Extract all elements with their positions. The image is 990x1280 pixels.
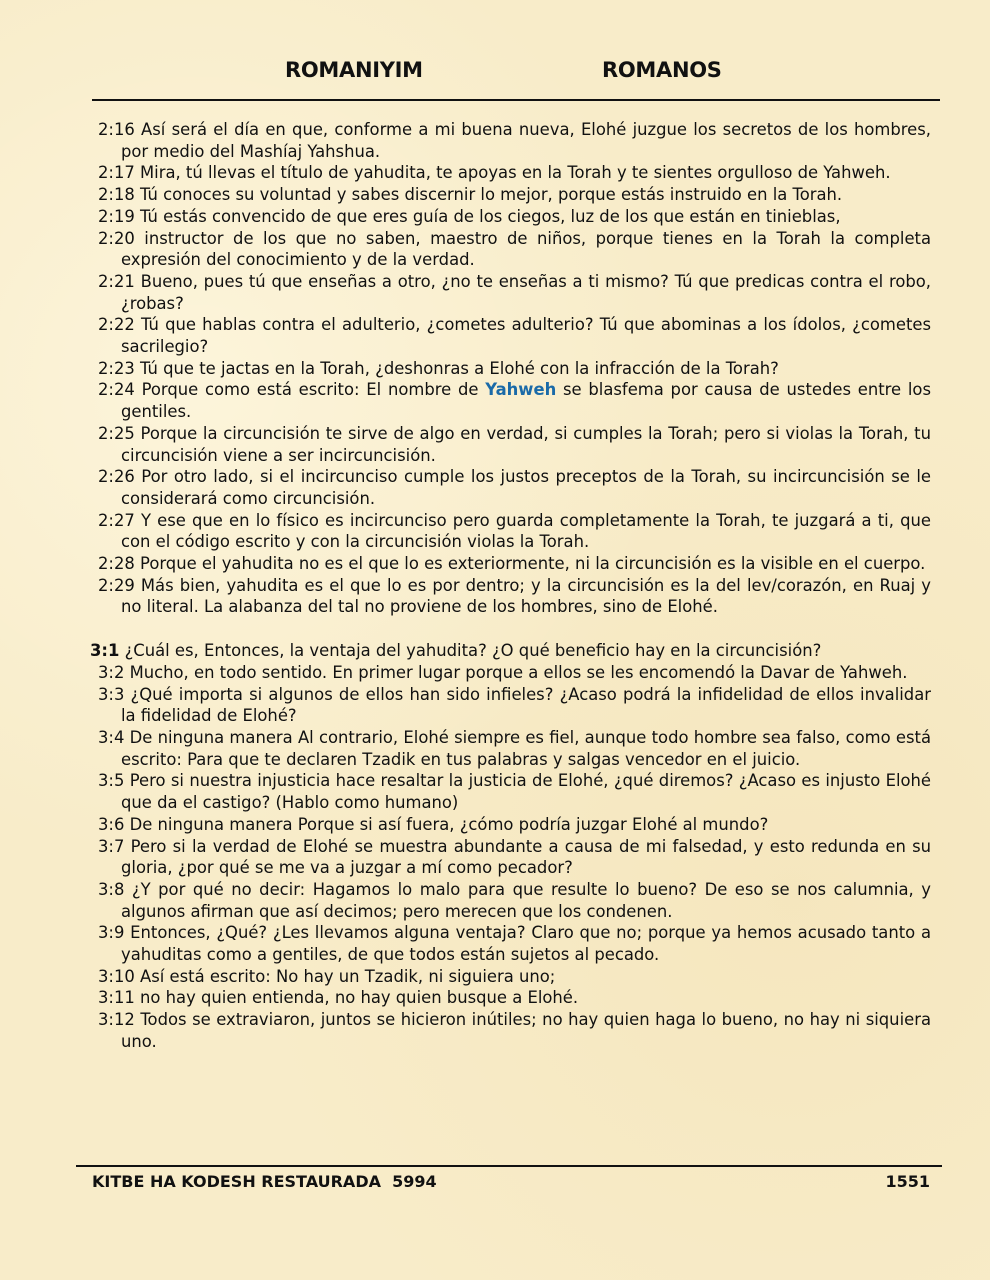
verse-2-22 <box>98 314 931 357</box>
verse-3-2 <box>98 662 931 684</box>
verse-text: instructor de los que no saben, maestro de niños, porque tienes en la Torah la completa expresión del conocimiento y de la verdad. <box>121 228 931 270</box>
verse-number: 3:4 <box>98 727 125 747</box>
verse-text: Porque la circuncisión te sirve de algo en verdad, si cumples la Torah; pero si violas la Torah, tu circuncisión viene a ser incircuncisión. <box>121 423 931 465</box>
verse-number: 2:20 <box>98 228 135 248</box>
verse-text: no hay quien entienda, no hay quien busque a Elohé. <box>134 988 579 1008</box>
verse-3-7 <box>98 836 931 879</box>
verse-text: Tú estás convencido de que eres guía de los ciegos, luz de los que están en tinieblas, <box>134 206 841 226</box>
verse-number: 2:22 <box>98 315 135 335</box>
header-title-spanish: ROMANOS <box>602 58 722 82</box>
verse-number: 3:3 <box>98 684 125 704</box>
verse-2-25 <box>98 423 931 466</box>
verse-3-1 <box>90 640 931 662</box>
verse-number: 2:16 <box>98 120 135 139</box>
verse-text: Por otro lado, si el incircunciso cumple los justos preceptos de la Torah, su incircuncisión se le considerará como circuncisión. <box>121 467 931 508</box>
verse-number: 3:12 <box>98 1010 135 1030</box>
verse-number: 2:26 <box>98 467 135 487</box>
verse-3-12 <box>98 1009 931 1052</box>
verse-2-21 <box>98 271 931 314</box>
verse-number: 3:5 <box>98 771 125 791</box>
verse-number: 3:7 <box>98 836 125 856</box>
verse-2-16 <box>98 119 931 162</box>
verse-text: ¿Cuál es, Entonces, la ventaja del yahudita? ¿O qué beneficio hay en la circuncisión? <box>119 641 822 661</box>
header-title-hebrew: ROMANIYIM <box>285 58 423 82</box>
verse-number: 2:23 <box>98 358 135 378</box>
verse-3-6 <box>98 814 931 836</box>
verse-number: 2:24 <box>98 380 135 400</box>
verse-number: 2:29 <box>98 575 135 595</box>
verse-text: ¿Qué importa si algunos de ellos han sido infieles? ¿Acaso podrá la infidelidad de ellos invalidar la fidelidad de Elohé? <box>121 684 931 726</box>
verse-number: 3:6 <box>98 814 125 834</box>
verse-3-4 <box>98 727 931 770</box>
page-footer <box>92 1172 930 1194</box>
verse-number: 2:19 <box>98 206 135 226</box>
verse-3-11 <box>98 987 931 1009</box>
verse-2-28 <box>98 553 931 575</box>
verse-number: 3:10 <box>98 966 135 986</box>
verse-number: 2:27 <box>98 510 135 530</box>
verse-text-pre: Porque como está escrito: El nombre de <box>134 380 486 400</box>
verse-text: Mucho, en todo sentido. En primer lugar porque a ellos se les encomendó la Davar de Yahweh. <box>124 662 908 682</box>
chapter-verse-number: 3:1 <box>90 641 120 661</box>
header-rule <box>92 99 940 101</box>
verse-2-29 <box>98 575 931 618</box>
verse-number: 2:21 <box>98 271 135 291</box>
verse-text: Todos se extraviaron, juntos se hicieron inútiles; no hay quien haga lo bueno, no hay ni siquiera uno. <box>121 1010 931 1051</box>
verse-number: 2:28 <box>98 554 135 574</box>
verse-2-18 <box>98 184 931 206</box>
verse-number: 2:25 <box>98 423 135 443</box>
verse-text: Así será el día en que, conforme a mi buena nueva, Elohé juzgue los secretos de los hombres, por medio del Mashíaj Yahshua. <box>121 120 931 161</box>
page-number: 1551 <box>885 1172 930 1191</box>
verse-number: 3:11 <box>98 988 135 1008</box>
verse-2-17 <box>98 162 931 184</box>
verse-text: Pero si nuestra injusticia hace resaltar la justicia de Elohé, ¿qué diremos? ¿Acaso es injusto Elohé que da el castigo? (Hablo como humano) <box>121 771 931 813</box>
verse-text: Más bien, yahudita es el que lo es por dentro; y la circuncisión es la del lev/corazón, en Ruaj y no literal. La alabanza del tal no proviene de los hombres, sino de Elohé. <box>121 575 931 617</box>
verse-3-10 <box>98 966 931 988</box>
verse-text: Así está escrito: No hay un Tzadik, ni siguiera uno; <box>134 966 556 986</box>
verse-2-26 <box>98 466 931 509</box>
verse-text: Porque el yahudita no es el que lo es exteriormente, ni la circuncisión es la visible en el cuerpo. <box>134 554 926 574</box>
verse-3-3 <box>98 684 931 727</box>
verse-text: Tú que te jactas en la Torah, ¿deshonras a Elohé con la infracción de la Torah? <box>134 358 779 378</box>
verse-2-27 <box>98 510 931 553</box>
verse-number: 2:17 <box>98 163 135 183</box>
verse-text: Mira, tú llevas el título de yahudita, te apoyas en la Torah y te sientes orgulloso de Yahweh. <box>134 163 891 183</box>
chapter-gap <box>98 618 931 640</box>
verse-text: Tú conoces su voluntad y sabes discernir lo mejor, porque estás instruido en la Torah. <box>134 185 843 205</box>
divine-name-highlight: Yahweh <box>485 380 557 400</box>
verse-text: ¿Y por qué no decir: Hagamos lo malo para que resulte lo bueno? De eso se nos calumnia, y algunos afirman que así decimos; pero merecen que los condenen. <box>121 879 931 921</box>
footer-book-title: KITBE HA KODESH RESTAURADA 5994 <box>92 1172 437 1191</box>
verse-text: De ninguna manera Al contrario, Elohé siempre es fiel, aunque todo hombre sea falso, como está escrito: Para que te declaren Tzadik en tus palabras y salgas vencedor en el juicio. <box>121 727 931 769</box>
verse-text-post: se blasfema por causa de ustedes entre los gentiles. <box>121 380 931 422</box>
verse-text: Bueno, pues tú que enseñas a otro, ¿no te enseñas a ti mismo? Tú que predicas contra el robo, ¿robas? <box>121 271 931 313</box>
verse-text: Pero si la verdad de Elohé se muestra abundante a causa de mi falsedad, y esto redunda en su gloria, ¿por qué se me va a juzgar a mí como pecador? <box>121 836 931 878</box>
verse-number: 3:9 <box>98 923 125 943</box>
verse-2-24 <box>98 379 931 422</box>
footer-rule <box>76 1165 942 1167</box>
scripture-body <box>90 119 931 1053</box>
verse-3-9 <box>98 922 931 965</box>
verse-text: Entonces, ¿Qué? ¿Les llevamos alguna ventaja? Claro que no; porque ya hemos acusado tanto a yahuditas como a gentiles, de que todos están sujetos al pecado. <box>121 923 931 965</box>
verse-number: 3:8 <box>98 879 125 899</box>
verse-text: De ninguna manera Porque si así fuera, ¿cómo podría juzgar Elohé al mundo? <box>124 814 769 834</box>
page-header <box>92 58 940 88</box>
verse-2-19 <box>98 206 931 228</box>
verse-3-5 <box>98 770 931 813</box>
verse-number: 2:18 <box>98 185 135 205</box>
verse-2-20 <box>98 228 931 271</box>
verse-text: Y ese que en lo físico es incircunciso pero guarda completamente la Torah, te juzgará a ti, que con el código escrito y con la circuncisión violas la Torah. <box>121 510 931 552</box>
verse-number: 3:2 <box>98 662 125 682</box>
verse-text: Tú que hablas contra el adulterio, ¿cometes adulterio? Tú que abominas a los ídolos, ¿cometes sacrilegio? <box>121 315 931 357</box>
verse-2-23 <box>98 358 931 380</box>
verse-3-8 <box>98 879 931 922</box>
